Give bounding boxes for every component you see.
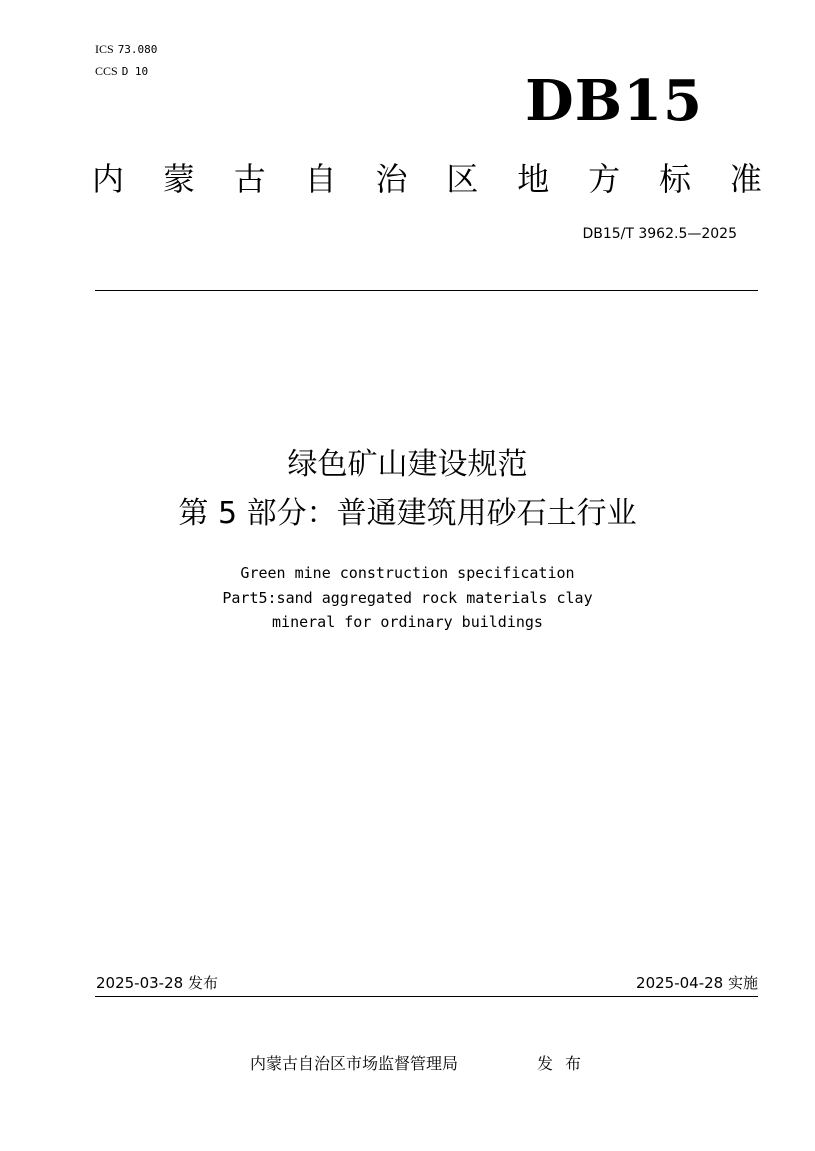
bottom-divider xyxy=(95,996,758,997)
issue-date: 2025-03-28 发布 xyxy=(96,974,218,992)
ics-classification xyxy=(95,40,157,59)
ccs-value: D 10 xyxy=(121,65,149,78)
publish-word: 发布 xyxy=(537,1054,594,1073)
standard-type xyxy=(92,152,762,206)
implementation-date: 2025-04-28 实施 xyxy=(636,974,758,992)
ccs-classification xyxy=(95,62,148,81)
standard-type-char: 方 xyxy=(588,160,621,198)
standard-type-char: 治 xyxy=(375,160,408,198)
standard-type-char: 内 xyxy=(92,160,125,198)
title-en-line2: Part5:sand aggregated rock materials clay xyxy=(222,589,593,607)
title-en-line1: Green mine construction specification xyxy=(240,564,575,582)
standard-type-char: 蒙 xyxy=(162,160,195,198)
ics-value: 73.080 xyxy=(117,43,158,56)
standard-type-char: 古 xyxy=(233,160,266,198)
standard-type-char: 地 xyxy=(517,160,550,198)
standard-type-char: 准 xyxy=(729,160,762,198)
standard-type-char: 自 xyxy=(304,160,337,198)
standard-type-char: 区 xyxy=(446,160,479,198)
ics-label: ICS xyxy=(95,42,114,56)
publisher: 内蒙古自治区市场监督管理局 xyxy=(250,1054,459,1073)
title-cn-line1: 绿色矿山建设规范 xyxy=(287,447,528,482)
title-cn-line2: 第 5 部分：普通建筑用砂石土行业 xyxy=(178,496,637,531)
top-divider xyxy=(95,290,758,291)
standard-code: DB15 xyxy=(525,68,703,134)
ccs-label: CCS xyxy=(95,64,118,78)
standard-type-char: 标 xyxy=(659,160,692,198)
standard-number: DB15/T 3962.5—2025 xyxy=(582,226,737,242)
title-en-line3: mineral for ordinary buildings xyxy=(272,613,543,631)
